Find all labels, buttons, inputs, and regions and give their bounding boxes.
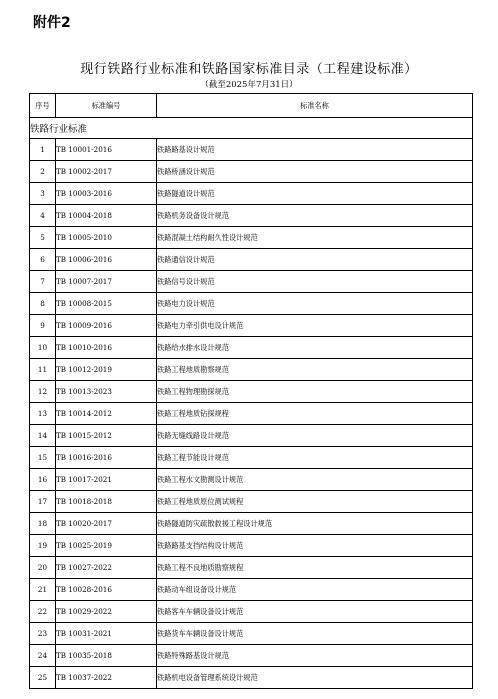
row-name: 铁路电力牵引供电设计规范 [157, 315, 473, 337]
row-seq: 19 [30, 535, 56, 557]
row-name: 铁路工程水文勘测设计规范 [157, 469, 473, 491]
row-seq: 14 [30, 425, 56, 447]
row-name: 铁路特殊路基设计规范 [157, 645, 473, 667]
row-code: TB 10018-2018 [56, 491, 157, 513]
table-row [30, 403, 473, 425]
row-name: 铁路给水排水设计规范 [157, 337, 473, 359]
column-header-code: 标准编号 [56, 94, 157, 118]
row-code: TB 10028-2016 [56, 579, 157, 601]
row-seq: 2 [30, 161, 56, 183]
table-row [30, 623, 473, 645]
table-row [30, 491, 473, 513]
row-code: TB 10020-2017 [56, 513, 157, 535]
table-row [30, 557, 473, 579]
table-row [30, 183, 473, 205]
row-code: TB 10012-2019 [56, 359, 157, 381]
row-seq: 22 [30, 601, 56, 623]
row-seq: 20 [30, 557, 56, 579]
table-header-row [30, 94, 473, 118]
row-code: TB 10016-2016 [56, 447, 157, 469]
table-row [30, 535, 473, 557]
row-seq: 18 [30, 513, 56, 535]
row-seq: 24 [30, 645, 56, 667]
table-row [30, 579, 473, 601]
row-code: TB 10003-2016 [56, 183, 157, 205]
row-seq: 3 [30, 183, 56, 205]
row-code: TB 10029-2022 [56, 601, 157, 623]
row-seq: 5 [30, 227, 56, 249]
row-code: TB 10006-2016 [56, 249, 157, 271]
table-row [30, 337, 473, 359]
row-name: 铁路路基设计规范 [157, 139, 473, 161]
row-name: 铁路工程物理勘探规范 [157, 381, 473, 403]
row-code: TB 10007-2017 [56, 271, 157, 293]
table-row [30, 205, 473, 227]
row-name: 铁路无缝线路设计规范 [157, 425, 473, 447]
row-name: 铁路电力设计规范 [157, 293, 473, 315]
row-name: 铁路桥涵设计规范 [157, 161, 473, 183]
table-row [30, 139, 473, 161]
document-subtitle: （截至2025年7月31日） [200, 80, 298, 90]
table-row [30, 601, 473, 623]
row-code: TB 10009-2016 [56, 315, 157, 337]
column-header-seq: 序号 [30, 94, 56, 118]
row-code: TB 10015-2012 [56, 425, 157, 447]
table-row [30, 249, 473, 271]
section-title: 铁路行业标准 [30, 118, 473, 139]
row-seq: 12 [30, 381, 56, 403]
row-seq: 7 [30, 271, 56, 293]
row-seq: 13 [30, 403, 56, 425]
row-name: 铁路通信设计规范 [157, 249, 473, 271]
row-code: TB 10014-2012 [56, 403, 157, 425]
row-seq: 11 [30, 359, 56, 381]
table-row [30, 227, 473, 249]
row-code: TB 10025-2019 [56, 535, 157, 557]
row-code: TB 10017-2021 [56, 469, 157, 491]
row-seq: 9 [30, 315, 56, 337]
row-seq: 8 [30, 293, 56, 315]
row-code: TB 10010-2016 [56, 337, 157, 359]
row-seq: 23 [30, 623, 56, 645]
section-row [30, 118, 473, 139]
row-name: 铁路工程不良地质勘察规程 [157, 557, 473, 579]
table-row [30, 381, 473, 403]
row-code: TB 10037-2022 [56, 667, 157, 689]
attachment-label: 附件2 [33, 15, 71, 31]
table-row [30, 161, 473, 183]
row-code: TB 10002-2017 [56, 161, 157, 183]
table-row [30, 447, 473, 469]
table-row [30, 425, 473, 447]
row-name: 铁路动车组设备设计规范 [157, 579, 473, 601]
row-name: 铁路货车车辆设备设计规范 [157, 623, 473, 645]
row-name: 铁路机务设备设计规范 [157, 205, 473, 227]
row-code: TB 10027-2022 [56, 557, 157, 579]
row-code: TB 10031-2021 [56, 623, 157, 645]
row-seq: 1 [30, 139, 56, 161]
table-row [30, 513, 473, 535]
row-seq: 25 [30, 667, 56, 689]
row-name: 铁路工程节能设计规范 [157, 447, 473, 469]
row-name: 铁路工程地质钻探规程 [157, 403, 473, 425]
row-name: 铁路工程地质勘察规范 [157, 359, 473, 381]
row-seq: 15 [30, 447, 56, 469]
row-seq: 6 [30, 249, 56, 271]
table-row [30, 315, 473, 337]
table-row [30, 667, 473, 689]
row-seq: 17 [30, 491, 56, 513]
row-seq: 4 [30, 205, 56, 227]
row-name: 铁路隧道设计规范 [157, 183, 473, 205]
row-code: TB 10035-2018 [56, 645, 157, 667]
row-code: TB 10008-2015 [56, 293, 157, 315]
row-code: TB 10005-2010 [56, 227, 157, 249]
row-name: 铁路隧道防灾疏散救援工程设计规范 [157, 513, 473, 535]
row-name: 铁路路基支挡结构设计规范 [157, 535, 473, 557]
row-name: 铁路混凝土结构耐久性设计规范 [157, 227, 473, 249]
standards-table [29, 93, 473, 689]
column-header-name: 标准名称 [157, 94, 473, 118]
table-row [30, 293, 473, 315]
row-code: TB 10013-2023 [56, 381, 157, 403]
table-row [30, 645, 473, 667]
row-name: 铁路机电设备管理系统设计规范 [157, 667, 473, 689]
table-row [30, 359, 473, 381]
row-code: TB 10004-2018 [56, 205, 157, 227]
row-name: 铁路信号设计规范 [157, 271, 473, 293]
row-code: TB 10001-2016 [56, 139, 157, 161]
row-name: 铁路客车车辆设备设计规范 [157, 601, 473, 623]
row-seq: 21 [30, 579, 56, 601]
document-title: 现行铁路行业标准和铁路国家标准目录（工程建设标准） [80, 62, 418, 77]
row-name: 铁路工程地质原位测试规程 [157, 491, 473, 513]
row-seq: 16 [30, 469, 56, 491]
table-row [30, 271, 473, 293]
table-row [30, 469, 473, 491]
row-seq: 10 [30, 337, 56, 359]
